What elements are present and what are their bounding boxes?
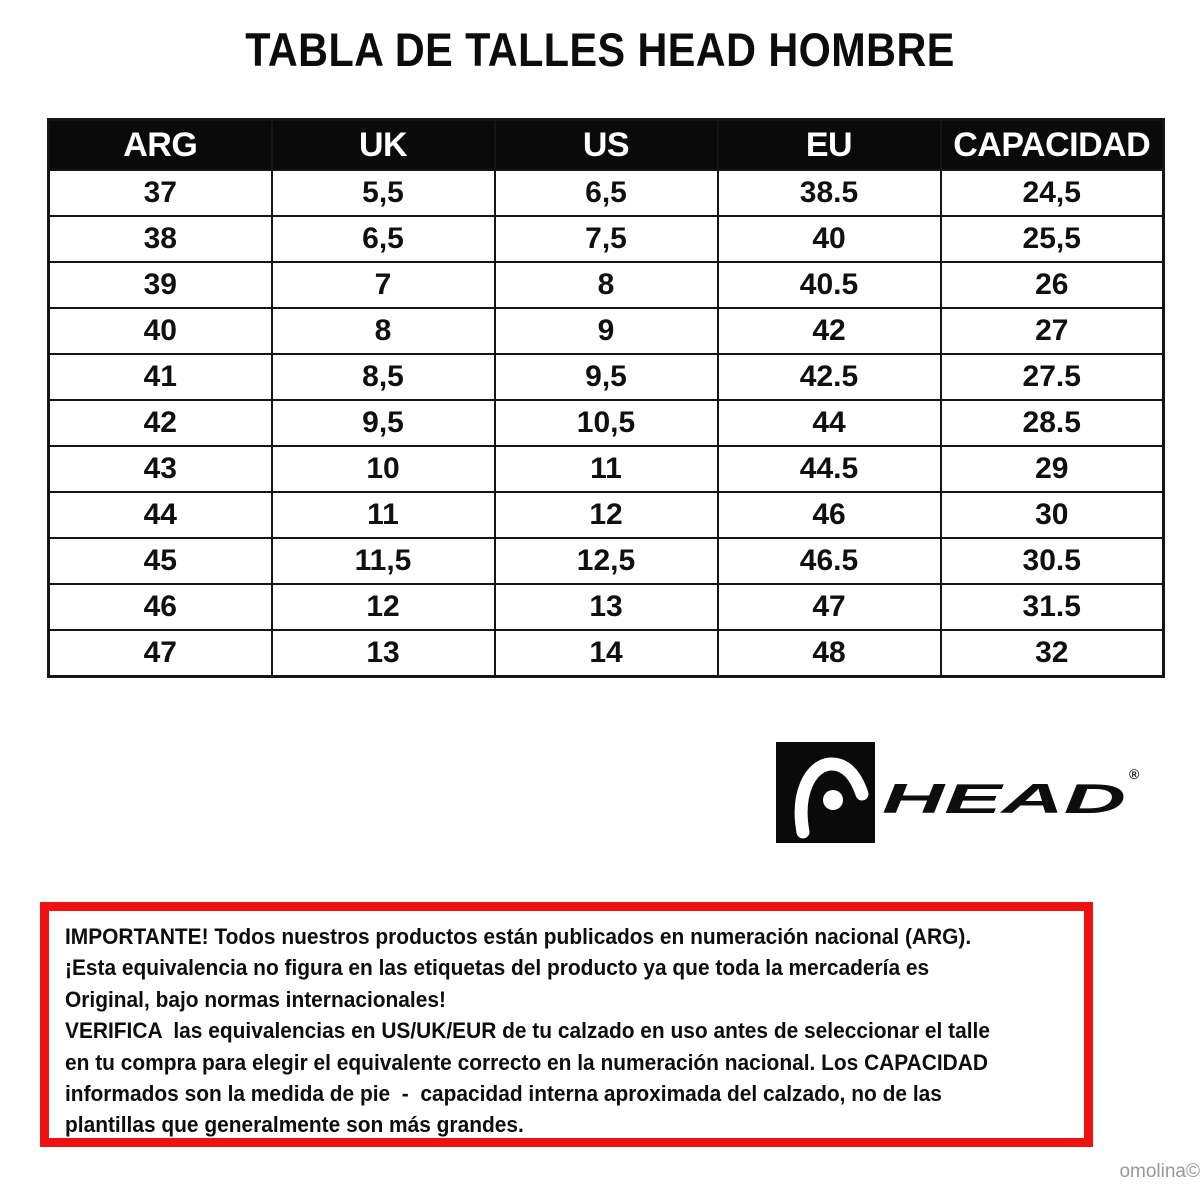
size-cell: 26: [941, 262, 1164, 308]
size-table-header: [49, 120, 1164, 171]
important-notice-text: [65, 921, 1093, 1141]
size-cell: 46: [49, 584, 272, 630]
size-cell: 38.5: [718, 170, 941, 216]
size-cell: 42: [718, 308, 941, 354]
size-cell: 44: [49, 492, 272, 538]
notice-line: IMPORTANTE! Todos nuestros productos están publicados en numeración nacional (ARG).: [65, 924, 972, 949]
size-cell: 12: [272, 584, 495, 630]
table-row: [49, 216, 1164, 262]
size-cell: 9,5: [272, 400, 495, 446]
header-cell-arg: ARG: [49, 120, 272, 171]
size-cell: 5,5: [272, 170, 495, 216]
size-cell: 13: [495, 584, 718, 630]
notice-line: plantillas que generalmente son más grandes.: [65, 1112, 524, 1138]
size-cell: 46: [718, 492, 941, 538]
size-cell: 32: [941, 630, 1164, 677]
notice-line: ¡Esta equivalencia no figura en las etiquetas del producto ya que toda la mercadería es: [65, 955, 930, 981]
size-cell: 28.5: [941, 400, 1164, 446]
size-cell: 39: [49, 262, 272, 308]
size-conversion-table: [47, 118, 1165, 678]
size-cell: 25,5: [941, 216, 1164, 262]
size-cell: 30.5: [941, 538, 1164, 584]
size-cell: 24,5: [941, 170, 1164, 216]
header-cell-capacidad: CAPACIDAD: [941, 120, 1164, 171]
notice-line: Original, bajo normas internacionales!: [65, 986, 446, 1012]
size-cell: 37: [49, 170, 272, 216]
size-cell: 30: [941, 492, 1164, 538]
table-row: [49, 492, 1164, 538]
table-row: [49, 538, 1164, 584]
size-cell: 6,5: [495, 170, 718, 216]
header-row: [49, 120, 1164, 171]
size-cell: 8: [272, 308, 495, 354]
size-cell: 42: [49, 400, 272, 446]
size-cell: 47: [718, 584, 941, 630]
size-cell: 31.5: [941, 584, 1164, 630]
size-cell: 44: [718, 400, 941, 446]
size-cell: 42.5: [718, 354, 941, 400]
head-wordmark: [882, 778, 1132, 827]
size-cell: 11: [495, 446, 718, 492]
size-cell: 7: [272, 262, 495, 308]
size-cell: 40: [49, 308, 272, 354]
size-cell: 12: [495, 492, 718, 538]
size-cell: 27: [941, 308, 1164, 354]
head-logo: [776, 742, 1156, 848]
size-cell: 8: [495, 262, 718, 308]
header-cell-us: US: [495, 120, 718, 171]
size-cell: 7,5: [495, 216, 718, 262]
size-cell: 11,5: [272, 538, 495, 584]
size-cell: 45: [49, 538, 272, 584]
table-row: [49, 584, 1164, 630]
size-cell: 12,5: [495, 538, 718, 584]
size-cell: 13: [272, 630, 495, 677]
size-cell: 41: [49, 354, 272, 400]
head-arch-icon: [776, 742, 875, 843]
size-cell: 38: [49, 216, 272, 262]
size-cell: 9: [495, 308, 718, 354]
size-cell: 6,5: [272, 216, 495, 262]
size-cell: 11: [272, 492, 495, 538]
size-cell: 48: [718, 630, 941, 677]
watermark: omolina©: [1119, 1161, 1200, 1182]
size-cell: 47: [49, 630, 272, 677]
size-cell: 9,5: [495, 354, 718, 400]
important-notice-box: [40, 902, 1093, 1147]
table-row: [49, 354, 1164, 400]
notice-line: en tu compra para elegir el equivalente correcto en la numeración nacional. Los CAPACIDAD: [65, 1049, 988, 1075]
table-row: [49, 262, 1164, 308]
header-cell-eu: EU: [718, 120, 941, 171]
table-row: [49, 170, 1164, 216]
page-title: TABLA DE TALLES HEAD HOMBRE: [245, 23, 955, 76]
size-cell: 10,5: [495, 400, 718, 446]
size-cell: 10: [272, 446, 495, 492]
registered-trademark-icon: ®: [1129, 766, 1140, 782]
table-row: [49, 446, 1164, 492]
size-cell: 44.5: [718, 446, 941, 492]
size-cell: 46.5: [718, 538, 941, 584]
size-cell: 29: [941, 446, 1164, 492]
size-cell: 40.5: [718, 262, 941, 308]
size-cell: 14: [495, 630, 718, 677]
size-table-body: [49, 170, 1164, 677]
table-row: [49, 400, 1164, 446]
table-row: [49, 308, 1164, 354]
head-wordmark-text: HEAD: [882, 778, 1126, 822]
size-cell: 43: [49, 446, 272, 492]
size-cell: 40: [718, 216, 941, 262]
table-row: [49, 630, 1164, 677]
size-cell: 27.5: [941, 354, 1164, 400]
notice-line: VERIFICA las equivalencias en US/UK/EUR de tu calzado en uso antes de seleccionar el talle: [65, 1018, 990, 1044]
notice-line: informados son la medida de pie - capacidad interna aproximada del calzado, no de las: [65, 1081, 942, 1107]
size-cell: 8,5: [272, 354, 495, 400]
header-cell-uk: UK: [272, 120, 495, 171]
